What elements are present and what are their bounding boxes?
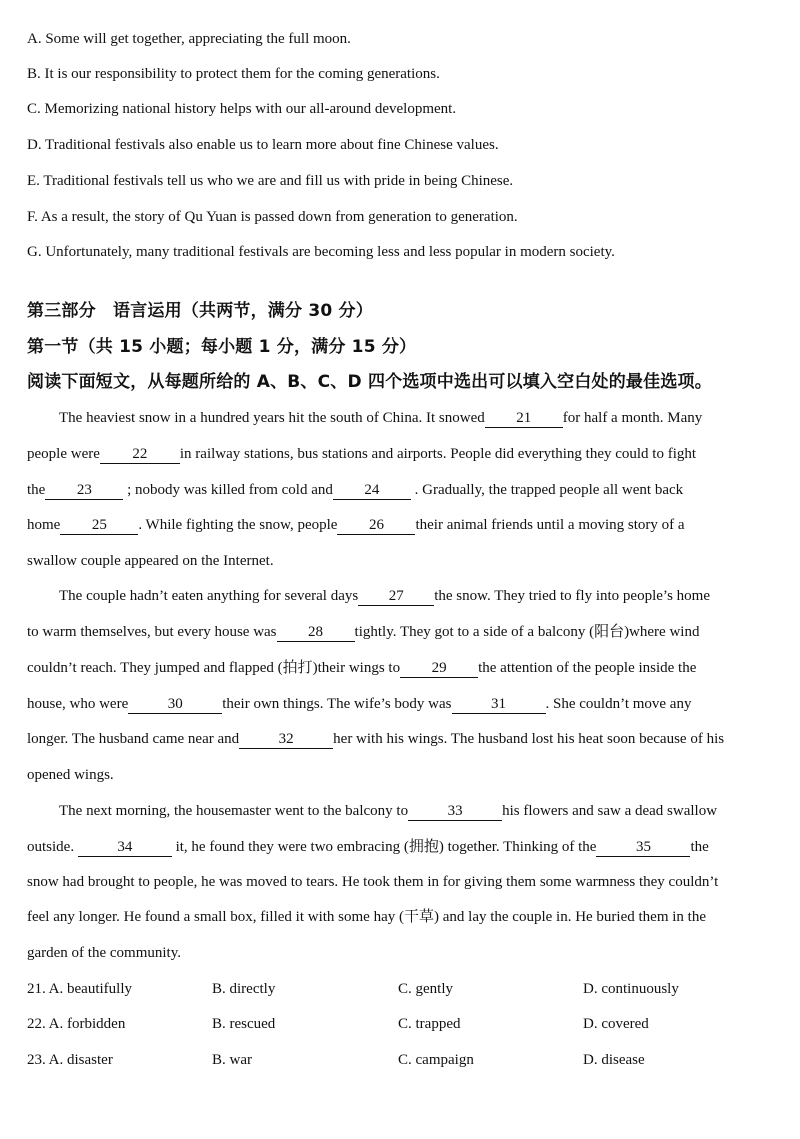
question-row — [27, 1014, 777, 1034]
passage-text: the snow. They tried to fly into people’s home — [434, 588, 710, 604]
passage-line — [27, 658, 772, 678]
passage-text: the — [690, 839, 709, 855]
passage-line: opened wings. — [27, 767, 114, 783]
passage-text: their animal friends until a moving story of a — [415, 517, 685, 533]
passage-line — [27, 515, 772, 535]
passage-text: people were — [27, 446, 100, 462]
option-f: F. As a result, the story of Qu Yuan is passed down from generation to generation. — [27, 209, 518, 225]
blank-30: 30 — [128, 695, 222, 714]
choice-d: D. disease — [583, 1052, 645, 1068]
passage-text: The heaviest snow in a hundred years hit the south of China. It snowed — [59, 410, 485, 426]
passage-line — [27, 408, 800, 428]
passage-line: garden of the community. — [27, 945, 181, 961]
passage-text: it, he found they were two embracing (拥抱) together. Thinking of the — [175, 839, 597, 855]
blank-33: 33 — [408, 802, 502, 821]
choice-c: C. gently — [398, 981, 453, 997]
passage-line: snow had brought to people, he was moved to tears. He took them in for giving them some warmness they couldn’t — [27, 874, 719, 890]
passage-text: tightly. They got to a side of a balcony (阳台)where wind — [354, 624, 700, 640]
passage-text: the attention of the people inside the — [478, 660, 697, 676]
blank-29: 29 — [400, 659, 478, 678]
instruction-heading: 阅读下面短文，从每题所给的 A、B、C、D 四个选项中选出可以填入空白处的最佳选项。 — [27, 372, 712, 392]
blank-23: 23 — [45, 481, 123, 500]
passage-text: his flowers and saw a dead swallow — [502, 803, 718, 819]
passage-text: . Gradually, the trapped people all went back — [414, 482, 684, 498]
passage-line — [27, 586, 800, 606]
passage-line — [27, 729, 772, 749]
passage-line — [27, 837, 772, 857]
passage-text: longer. The husband came near and — [27, 731, 240, 747]
passage-line: swallow couple appeared on the Internet. — [27, 553, 274, 569]
blank-24: 24 — [333, 481, 411, 500]
passage-text: home — [27, 517, 61, 533]
passage-text: the — [27, 482, 46, 498]
choice-a: 23. A. disaster — [27, 1052, 113, 1068]
passage-text: The next morning, the housemaster went to the balcony to — [59, 803, 409, 819]
passage-text: couldn’t reach. They jumped and flapped (拍打)their wings to — [27, 660, 401, 676]
choice-d: D. covered — [583, 1016, 649, 1032]
option-d: D. Traditional festivals also enable us to learn more about fine Chinese values. — [27, 137, 499, 153]
passage-text: their own things. The wife’s body was — [222, 696, 452, 712]
choice-c: C. campaign — [398, 1052, 474, 1068]
question-row — [27, 1050, 777, 1070]
passage-text: The couple hadn’t eaten anything for several days — [59, 588, 359, 604]
passage-text: ; nobody was killed from cold and — [127, 482, 333, 498]
blank-34: 34 — [78, 838, 172, 857]
option-b: B. It is our responsibility to protect them for the coming generations. — [27, 66, 440, 82]
choice-b: B. directly — [212, 981, 276, 997]
blank-28: 28 — [277, 623, 355, 642]
passage-line — [27, 694, 772, 714]
passage-text: outside. — [27, 839, 75, 855]
option-e: E. Traditional festivals tell us who we are and fill us with pride in being Chinese. — [27, 173, 514, 189]
passage-line — [27, 622, 772, 642]
blank-27: 27 — [358, 587, 434, 606]
blank-21: 21 — [485, 409, 563, 428]
passage-line: feel any longer. He found a small box, filled it with some hay (干草) and lay the couple in. He buried them in the — [27, 909, 706, 925]
option-g: G. Unfortunately, many traditional festivals are becoming less and less popular in modern society. — [27, 244, 615, 260]
choice-a: 22. A. forbidden — [27, 1016, 126, 1032]
blank-31: 31 — [452, 695, 546, 714]
blank-32: 32 — [239, 730, 333, 749]
section-heading: 第一节（共 15 小题；每小题 1 分，满分 15 分） — [27, 337, 417, 357]
blank-35: 35 — [596, 838, 690, 857]
choice-d: D. continuously — [583, 981, 679, 997]
passage-line — [27, 444, 772, 464]
passage-text: her with his wings. The husband lost his heat soon because of his — [333, 731, 725, 747]
passage-text: to warm themselves, but every house was — [27, 624, 277, 640]
passage-text: . While fighting the snow, people — [138, 517, 338, 533]
passage-line — [27, 480, 772, 500]
blank-22: 22 — [100, 445, 180, 464]
passage-line — [27, 801, 800, 821]
blank-26: 26 — [337, 516, 415, 535]
choice-b: B. rescued — [212, 1016, 276, 1032]
choice-b: B. war — [212, 1052, 252, 1068]
option-a: A. Some will get together, appreciating the full moon. — [27, 31, 351, 47]
choice-a: 21. A. beautifully — [27, 981, 132, 997]
passage-text: for half a month. Many — [562, 410, 703, 426]
choice-c: C. trapped — [398, 1016, 461, 1032]
passage-text: . She couldn’t move any — [545, 696, 692, 712]
blank-25: 25 — [60, 516, 138, 535]
option-c: C. Memorizing national history helps with our all-around development. — [27, 101, 457, 117]
question-row — [27, 979, 777, 999]
passage-text: house, who were — [27, 696, 129, 712]
passage-text: in railway stations, bus stations and airports. People did everything they could to fight — [179, 446, 697, 462]
part-heading: 第三部分 语言运用（共两节，满分 30 分） — [27, 301, 373, 321]
